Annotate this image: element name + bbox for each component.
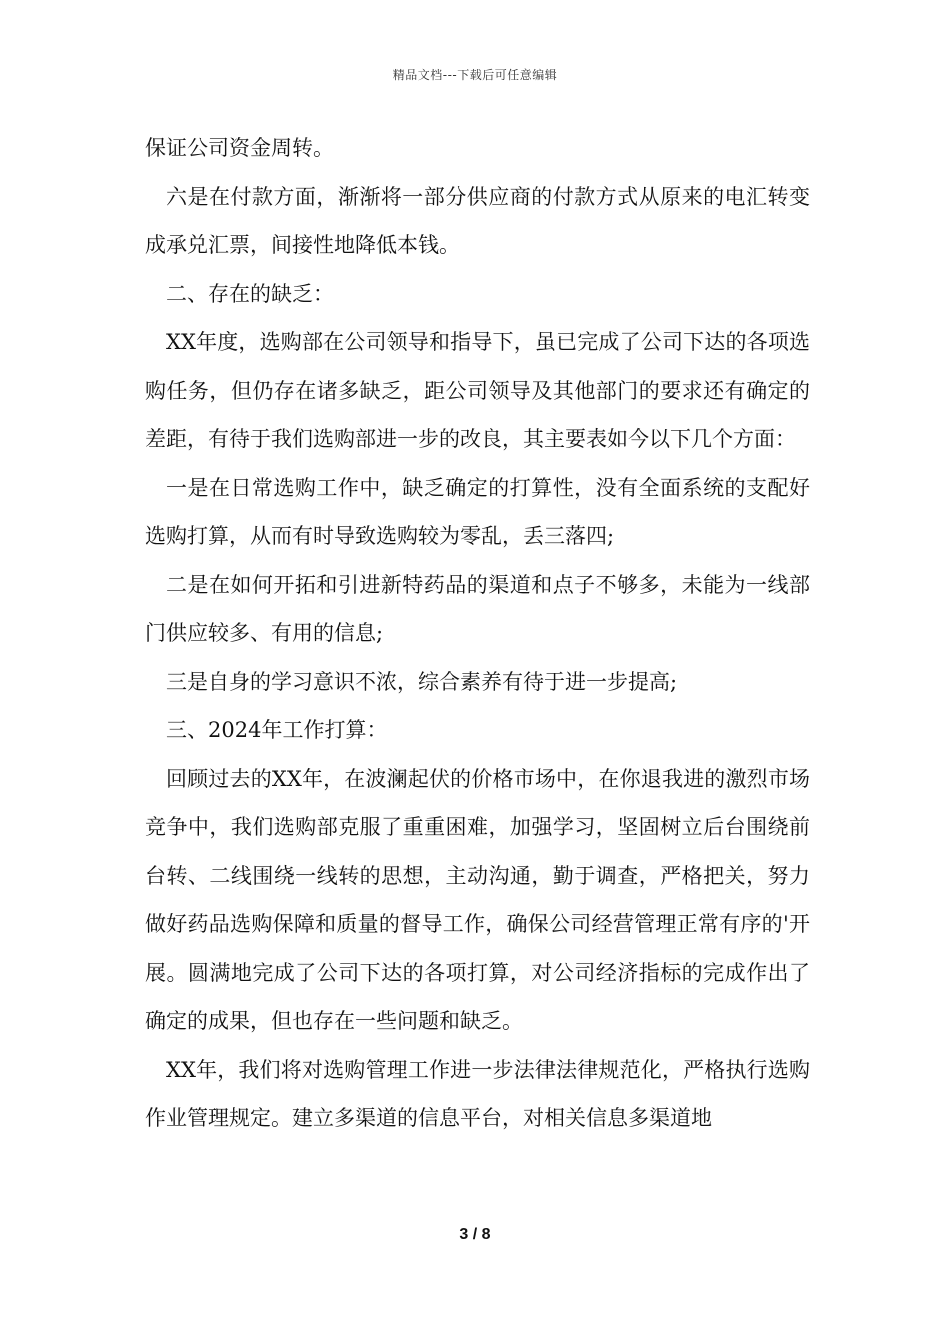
- paragraph: 三是自身的学习意识不浓，综合素养有待于进一步提高;: [166, 669, 678, 694]
- paragraph: 六是在付款方面，渐渐将一部分供应商的付款方式从原来的电汇转变成承兑汇票，间接性地降低本钱。: [145, 184, 810, 257]
- section-heading: 三、2024年工作打算：: [166, 718, 388, 742]
- paragraph: 一是在日常选购工作中，缺乏确定的打算性，没有全面系统的支配好选购打算，从而有时导致选购较为零乱，丢三落四;: [145, 475, 810, 548]
- paragraph: 回顾过去的XX年，在波澜起伏的价格市场中，在你退我进的激烈市场竞争中，我们选购部克服了重重困难，加强学习，坚固树立后台围绕前台转、二线围绕一线转的思想，主动沟通，勤于调查，严格把关，努力做好药品选购保障和质量的督导工作，确保公司经营管理正常有序的'开展。圆满地完成了公司下达的各项打算，对公司经济指标的完成作出了确定的成果，但也存在一些问题和缺乏。: [145, 766, 810, 1033]
- section-heading: 二、存在的缺乏：: [166, 281, 334, 306]
- paragraph: XX年度，选购部在公司领导和指导下，虽已完成了公司下达的各项选购任务，但仍存在诸多缺乏，距公司领导及其他部门的要求还有确定的差距，有待于我们选购部进一步的改良，其主要表如今以下几个方面：: [145, 330, 810, 451]
- paragraph: XX年，我们将对选购管理工作进一步法律法律规范化，严格执行选购作业管理规定。建立多渠道的信息平台，对相关信息多渠道地: [145, 1057, 810, 1130]
- page-number: 3 / 8: [459, 1226, 491, 1243]
- page-header: 精品文档---下载后可任意编辑: [392, 68, 558, 82]
- document-body: [145, 124, 810, 1143]
- paragraph: 二是在如何开拓和引进新特药品的渠道和点子不够多，未能为一线部门供应较多、有用的信息;: [145, 572, 810, 645]
- paragraph: 保证公司资金周转。: [145, 136, 334, 160]
